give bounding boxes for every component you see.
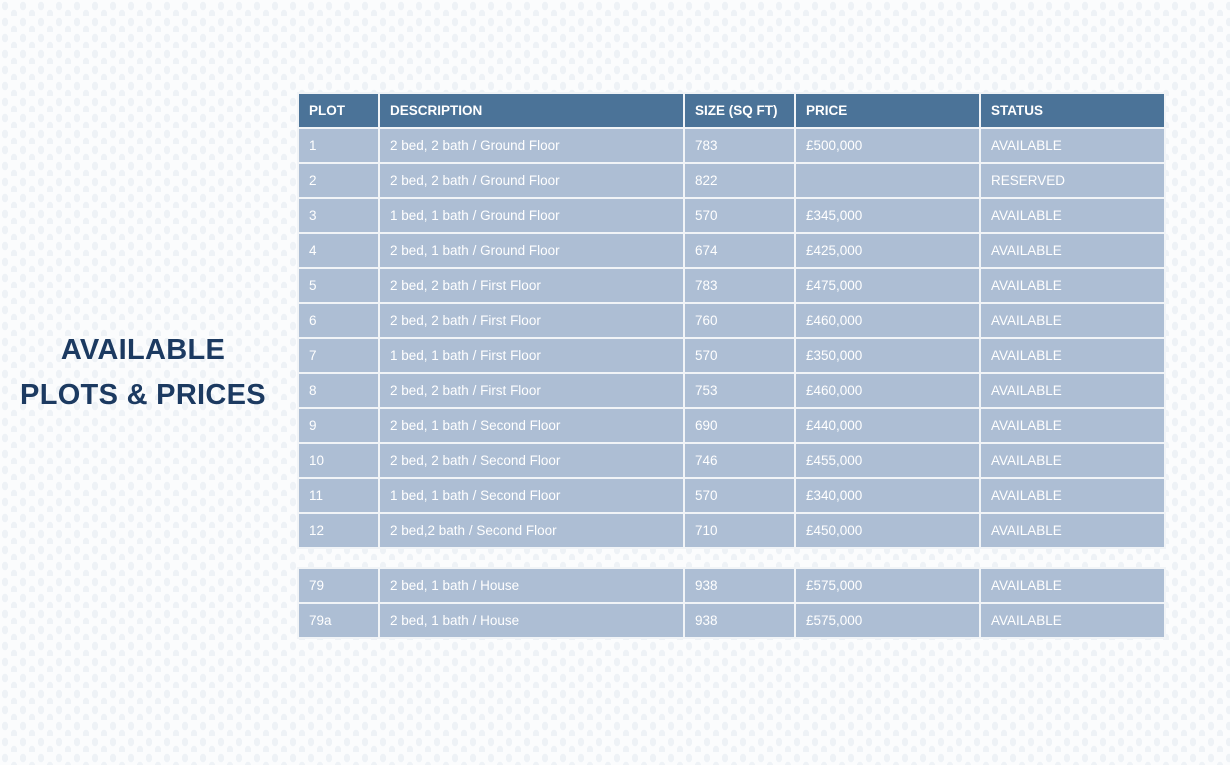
size-cell: 783 (684, 268, 795, 303)
table-row (298, 513, 1165, 548)
table-row (298, 163, 1165, 198)
size-cell: 746 (684, 443, 795, 478)
plot-cell: 1 (298, 128, 379, 163)
price-cell: £440,000 (795, 408, 980, 443)
column-header-price: PRICE (795, 93, 980, 128)
size-cell: 760 (684, 303, 795, 338)
size-cell: 674 (684, 233, 795, 268)
description-cell: 2 bed, 1 bath / House (379, 568, 684, 603)
size-cell: 783 (684, 128, 795, 163)
size-cell: 570 (684, 478, 795, 513)
size-cell: 753 (684, 373, 795, 408)
description-cell: 1 bed, 1 bath / Second Floor (379, 478, 684, 513)
description-cell: 2 bed, 1 bath / Ground Floor (379, 233, 684, 268)
plot-cell: 8 (298, 373, 379, 408)
size-cell: 570 (684, 198, 795, 233)
status-cell: AVAILABLE (980, 268, 1165, 303)
status-cell: AVAILABLE (980, 198, 1165, 233)
plot-cell: 4 (298, 233, 379, 268)
price-cell: £345,000 (795, 198, 980, 233)
table-row (298, 568, 1165, 603)
table-row (298, 198, 1165, 233)
page-title-line-1: AVAILABLE (60, 334, 226, 366)
table-row (298, 233, 1165, 268)
status-cell: AVAILABLE (980, 603, 1165, 638)
price-cell: £460,000 (795, 303, 980, 338)
table-row (298, 128, 1165, 163)
status-cell: AVAILABLE (980, 478, 1165, 513)
status-cell: AVAILABLE (980, 443, 1165, 478)
column-header-plot: PLOT (298, 93, 379, 128)
size-cell: 690 (684, 408, 795, 443)
price-cell (795, 163, 980, 198)
description-cell: 2 bed, 2 bath / Ground Floor (379, 128, 684, 163)
table-row (298, 373, 1165, 408)
price-cell: £425,000 (795, 233, 980, 268)
size-cell: 570 (684, 338, 795, 373)
table-row (298, 303, 1165, 338)
description-cell: 2 bed, 2 bath / First Floor (379, 373, 684, 408)
table-row (298, 603, 1165, 638)
description-cell: 2 bed, 2 bath / First Floor (379, 303, 684, 338)
table-row (298, 268, 1165, 303)
spacer-cell (298, 548, 1165, 568)
price-cell: £500,000 (795, 128, 980, 163)
plot-cell: 10 (298, 443, 379, 478)
column-header-description: DESCRIPTION (379, 93, 684, 128)
table-row (298, 408, 1165, 443)
price-cell: £575,000 (795, 568, 980, 603)
description-cell: 2 bed, 1 bath / House (379, 603, 684, 638)
status-cell: AVAILABLE (980, 338, 1165, 373)
size-cell: 938 (684, 603, 795, 638)
table-row (298, 478, 1165, 513)
status-cell: AVAILABLE (980, 128, 1165, 163)
price-cell: £455,000 (795, 443, 980, 478)
price-cell: £450,000 (795, 513, 980, 548)
page-title (18, 328, 268, 418)
status-cell: AVAILABLE (980, 513, 1165, 548)
description-cell: 2 bed, 1 bath / Second Floor (379, 408, 684, 443)
table-row (298, 443, 1165, 478)
description-cell: 2 bed, 2 bath / First Floor (379, 268, 684, 303)
description-cell: 2 bed, 2 bath / Second Floor (379, 443, 684, 478)
status-cell: AVAILABLE (980, 373, 1165, 408)
size-cell: 822 (684, 163, 795, 198)
price-cell: £475,000 (795, 268, 980, 303)
column-header-size: SIZE (SQ FT) (684, 93, 795, 128)
plots-price-table (297, 92, 1166, 639)
description-cell: 1 bed, 1 bath / Ground Floor (379, 198, 684, 233)
price-cell: £350,000 (795, 338, 980, 373)
status-cell: AVAILABLE (980, 303, 1165, 338)
table-row (298, 338, 1165, 373)
plot-cell: 3 (298, 198, 379, 233)
price-cell: £340,000 (795, 478, 980, 513)
table-header-row (298, 93, 1165, 128)
status-cell: RESERVED (980, 163, 1165, 198)
description-cell: 2 bed,2 bath / Second Floor (379, 513, 684, 548)
plot-cell: 9 (298, 408, 379, 443)
plot-cell: 11 (298, 478, 379, 513)
table-spacer-row (298, 548, 1165, 568)
plot-cell: 12 (298, 513, 379, 548)
status-cell: AVAILABLE (980, 568, 1165, 603)
page-title-line-2: PLOTS & PRICES (20, 379, 266, 411)
plot-cell: 79a (298, 603, 379, 638)
status-cell: AVAILABLE (980, 408, 1165, 443)
plot-cell: 5 (298, 268, 379, 303)
plot-cell: 7 (298, 338, 379, 373)
status-cell: AVAILABLE (980, 233, 1165, 268)
plot-cell: 6 (298, 303, 379, 338)
price-cell: £460,000 (795, 373, 980, 408)
description-cell: 2 bed, 2 bath / Ground Floor (379, 163, 684, 198)
plot-cell: 79 (298, 568, 379, 603)
plot-cell: 2 (298, 163, 379, 198)
size-cell: 938 (684, 568, 795, 603)
size-cell: 710 (684, 513, 795, 548)
column-header-status: STATUS (980, 93, 1165, 128)
price-cell: £575,000 (795, 603, 980, 638)
description-cell: 1 bed, 1 bath / First Floor (379, 338, 684, 373)
